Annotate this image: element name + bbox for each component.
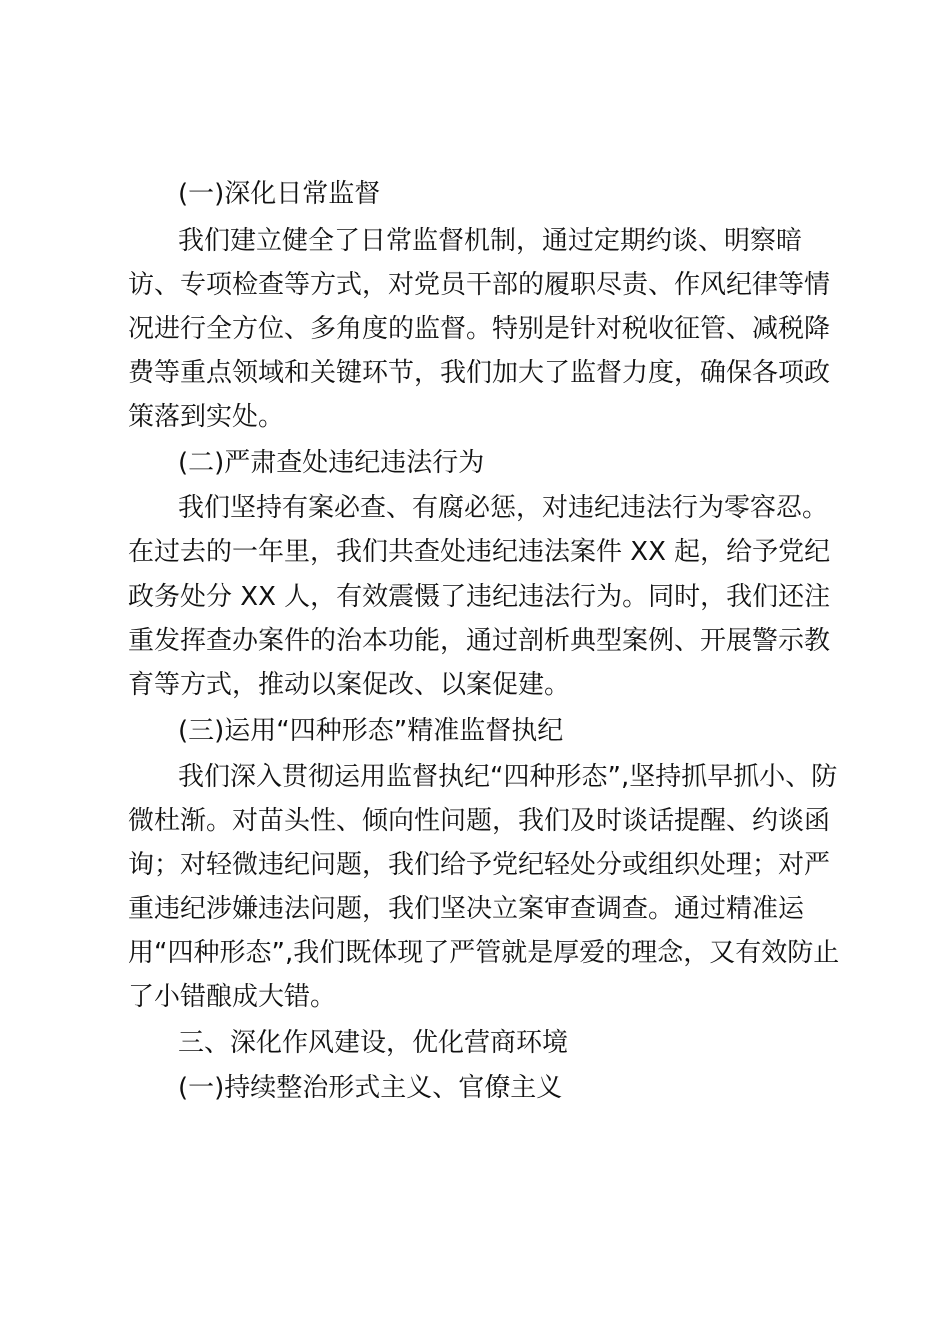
paragraph-line: 策落到实处。 [128,402,285,432]
subheading-investigate-violations: (二)严肃查处违纪违法行为 [178,448,485,478]
paragraph-line: 我们坚持有案必查、有腐必惩，对违纪违法行为零容忍。 [178,493,829,523]
paragraph-line: 询；对轻微违纪问题，我们给予党纪轻处分或组织处理；对严 [128,850,831,880]
paragraph-line: 政务处分 XX 人，有效震慑了违纪违法行为。同时，我们还注 [128,582,831,612]
paragraph-line: 重发挥查办案件的治本功能，通过剖析典型案例、开展警示教 [128,626,831,656]
paragraph-line: 了小错酿成大错。 [128,982,337,1012]
paragraph-line: 访、专项检查等方式，对党员干部的履职尽责、作风纪律等情 [128,270,831,300]
section-heading-work-style: 三、深化作风建设，优化营商环境 [178,1028,569,1058]
subheading-four-forms: (三)运用“四种形态”精准监督执纪 [178,716,564,746]
paragraph-line: 重违纪涉嫌违法问题，我们坚决立案审查调查。通过精准运 [128,894,805,924]
subheading-daily-supervision: (一)深化日常监督 [178,179,381,209]
paragraph-line: 用“四种形态”,我们既体现了严管就是厚爱的理念，又有效防止 [128,938,840,968]
paragraph-line: 我们深入贯彻运用监督执纪“四种形态”,坚持抓早抓小、防 [178,762,838,792]
subheading-formalism: (一)持续整治形式主义、官僚主义 [178,1073,563,1103]
paragraph-line: 况进行全方位、多角度的监督。特别是针对税收征管、减税降 [128,314,831,344]
paragraph-line: 微杜渐。对苗头性、倾向性问题，我们及时谈话提醒、约谈函 [128,806,831,836]
paragraph-line: 在过去的一年里，我们共查处违纪违法案件 XX 起，给予党纪 [128,537,831,567]
paragraph-line: 我们建立健全了日常监督机制，通过定期约谈、明察暗 [178,226,803,256]
paragraph-line: 费等重点领域和关键环节，我们加大了监督力度，确保各项政 [128,358,831,388]
paragraph-line: 育等方式，推动以案促改、以案促建。 [128,670,571,700]
